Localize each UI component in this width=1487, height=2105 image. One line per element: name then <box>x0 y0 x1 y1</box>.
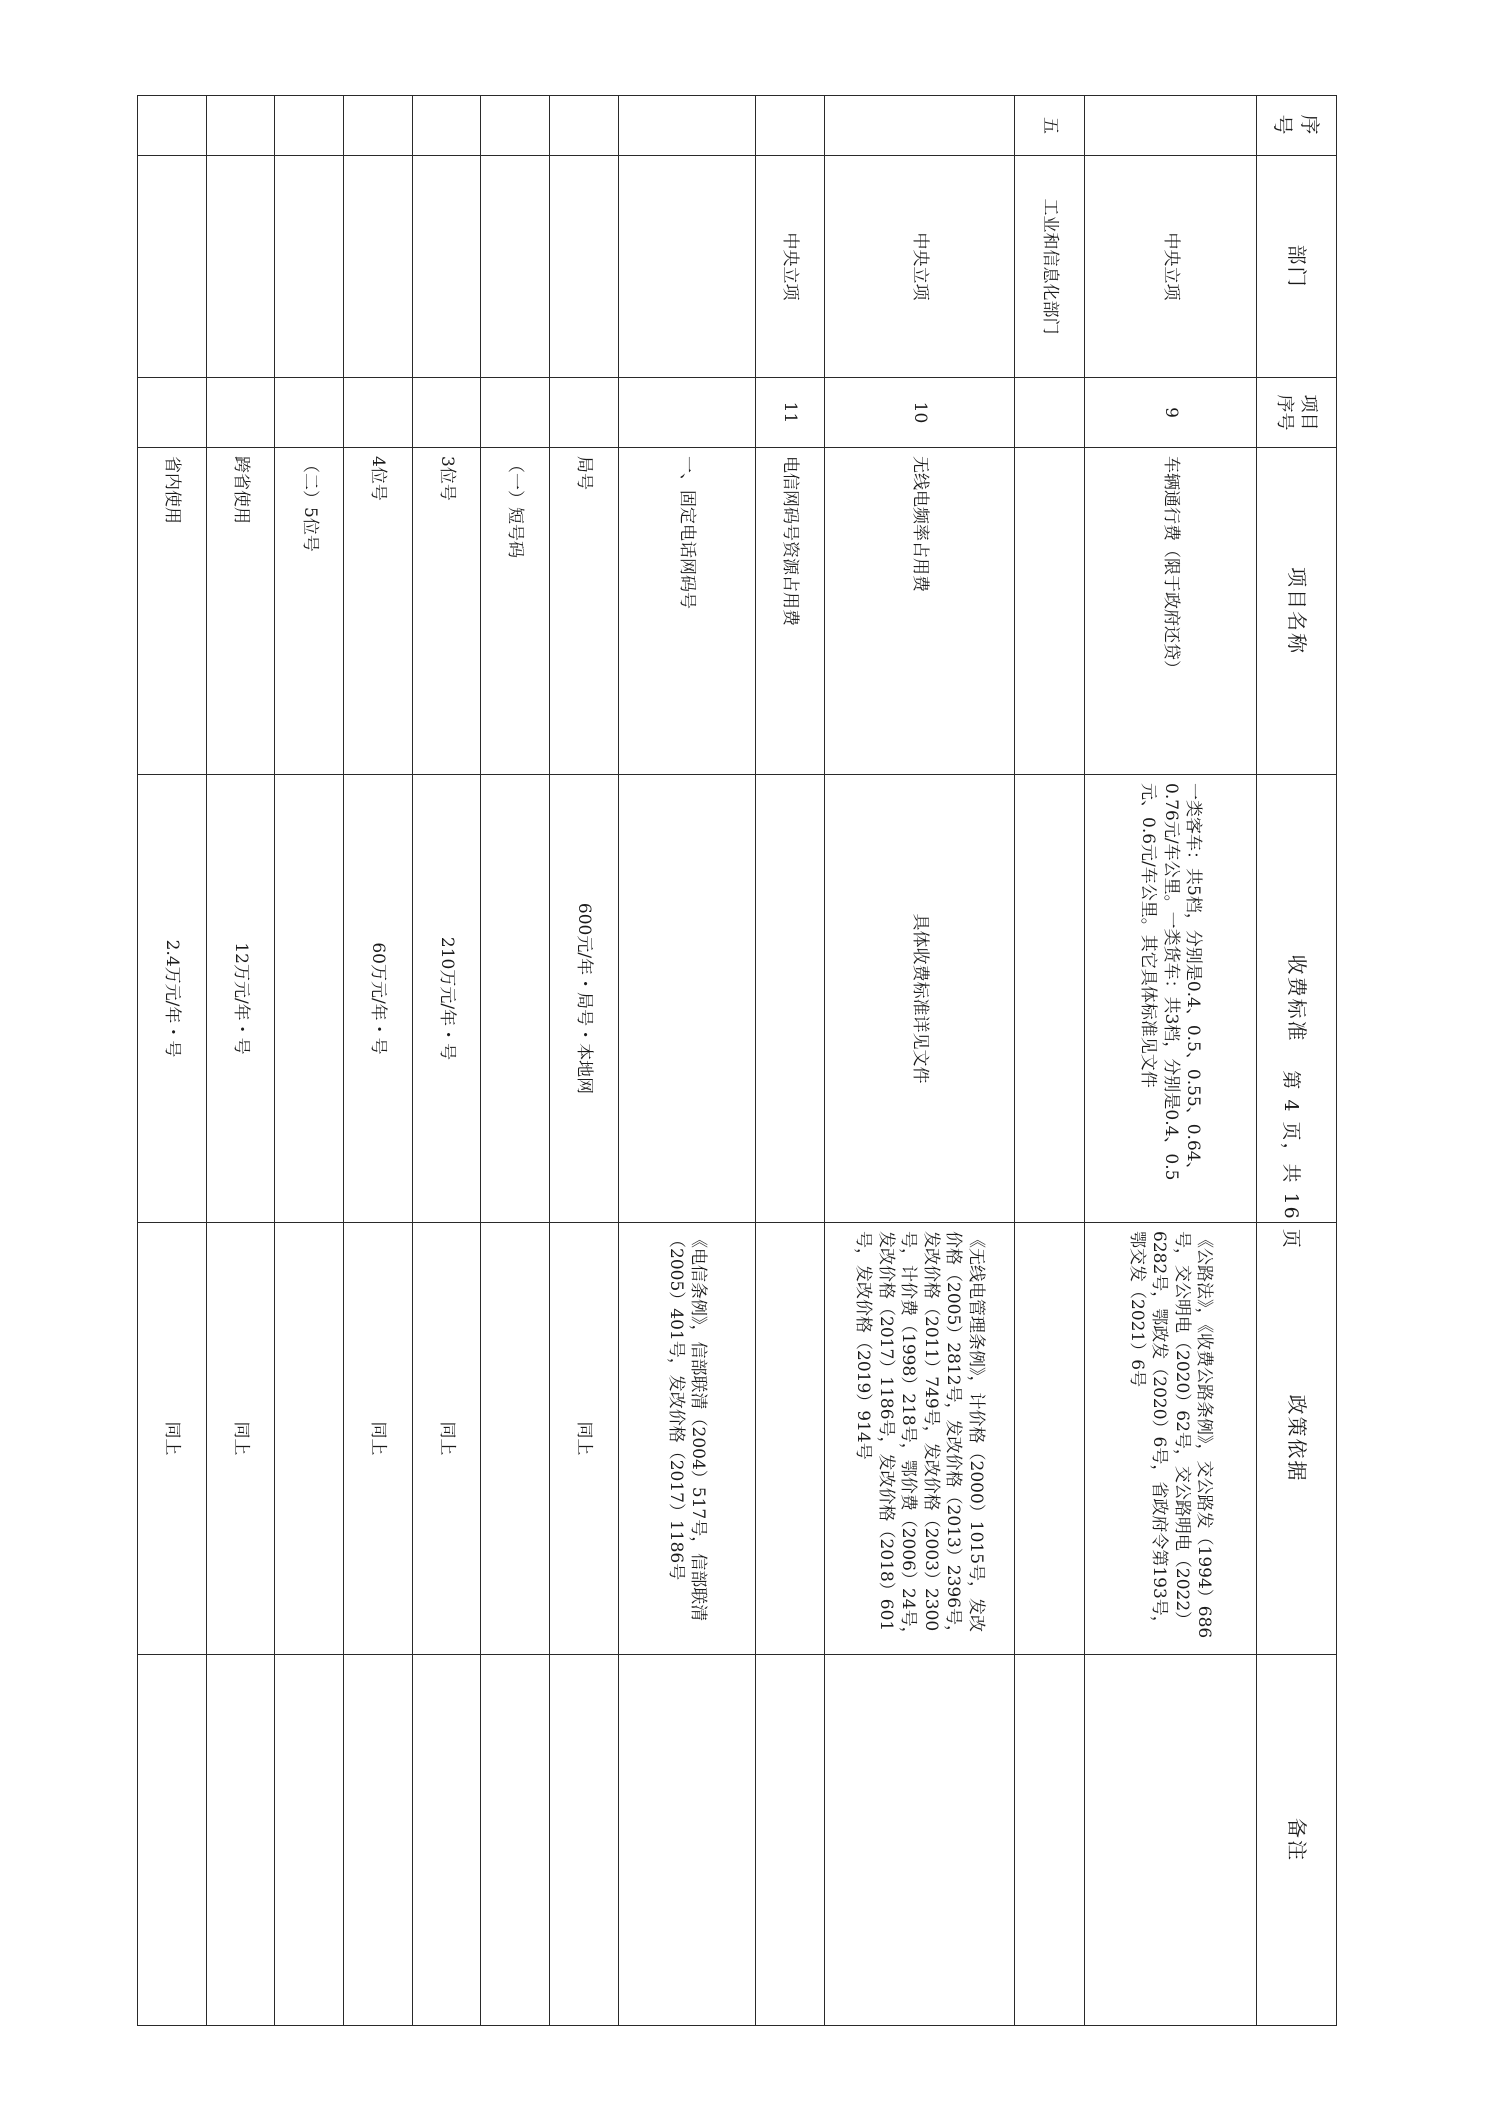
cell-dept <box>618 156 755 378</box>
cell-note <box>138 1655 207 2026</box>
cell-policy: 《无线电管理条例》，计价格（2000）1015号，发改价格（2005）2812号，发改价格（2013）2396号，发改价格（2011）749号，发改价格（2003）2300号，计价费（1998）218号，鄂价费（2006）24号，发改价格（2017）1186号，发改价格（2018）601号，发改价格（2019）914号 <box>824 1223 1014 1655</box>
cell-item-no <box>618 378 755 448</box>
col-header-note: 备注 <box>1257 1655 1337 2026</box>
table-row <box>344 96 413 2026</box>
cell-note <box>344 1655 413 2026</box>
cell-standard: 一类客车：共5档，分别是0.4、0.5、0.55、0.64、0.76元/车公里。一类货车：共3档，分别是0.4、0.5元、0.6元/车公里。其它具体标准见文件 <box>1084 775 1256 1223</box>
cell-policy: 《公路法》，《收费公路条例》，交公路发（1994）686号，交公明电（2020）62号，交公路明电（2022）6282号，鄂政发（2020）6号，省政府令第193号，鄂交发（2021）6号 <box>1084 1223 1256 1655</box>
cell-item-no <box>550 378 619 448</box>
cell-note <box>412 1655 481 2026</box>
cell-standard: 具体收费标准详见文件 <box>824 775 1014 1223</box>
cell-policy: 同上 <box>550 1223 619 1655</box>
table-row <box>824 96 1014 2026</box>
cell-name: 跨省使用 <box>206 448 275 775</box>
rotated-table-wrapper <box>137 95 1337 2025</box>
cell-dept <box>275 156 344 378</box>
cell-seq <box>275 96 344 156</box>
cell-policy <box>756 1223 825 1655</box>
cell-note <box>206 1655 275 2026</box>
cell-name: （一）短号码 <box>481 448 550 775</box>
cell-policy <box>1014 1223 1084 1655</box>
cell-name <box>1014 448 1084 775</box>
table-row <box>1014 96 1084 2026</box>
cell-standard: 2.4万元/年・号 <box>138 775 207 1223</box>
cell-standard <box>618 775 755 1223</box>
cell-standard: 600元/年・局号・本地网 <box>550 775 619 1223</box>
col-header-dept: 部门 <box>1257 156 1337 378</box>
cell-seq <box>756 96 825 156</box>
cell-policy: 同上 <box>138 1223 207 1655</box>
cell-name: 无线电频率占用费 <box>824 448 1014 775</box>
table-row <box>756 96 825 2026</box>
col-header-seq: 序号 <box>1257 96 1337 156</box>
cell-standard <box>275 775 344 1223</box>
cell-seq <box>206 96 275 156</box>
cell-standard: 12万元/年・号 <box>206 775 275 1223</box>
cell-item-no <box>275 378 344 448</box>
cell-standard: 60万元/年・号 <box>344 775 413 1223</box>
cell-item-no <box>1014 378 1084 448</box>
table-row <box>412 96 481 2026</box>
cell-dept: 中央立项 <box>1084 156 1256 378</box>
table-row <box>206 96 275 2026</box>
cell-seq <box>824 96 1014 156</box>
col-header-name: 项目名称 <box>1257 448 1337 775</box>
cell-name: 局号 <box>550 448 619 775</box>
cell-note <box>824 1655 1014 2026</box>
cell-item-no <box>138 378 207 448</box>
cell-policy: 同上 <box>412 1223 481 1655</box>
cell-seq <box>412 96 481 156</box>
cell-dept <box>481 156 550 378</box>
fee-table <box>137 95 1337 2026</box>
cell-dept: 工业和信息化部门 <box>1014 156 1084 378</box>
cell-seq <box>1084 96 1256 156</box>
cell-seq <box>344 96 413 156</box>
table-row <box>550 96 619 2026</box>
cell-dept <box>344 156 413 378</box>
cell-seq <box>618 96 755 156</box>
cell-dept <box>550 156 619 378</box>
table-row <box>481 96 550 2026</box>
cell-name: 一、固定电话网码号 <box>618 448 755 775</box>
table-row <box>618 96 755 2026</box>
cell-note <box>275 1655 344 2026</box>
cell-item-no: 10 <box>824 378 1014 448</box>
cell-item-no: 9 <box>1084 378 1256 448</box>
cell-standard: 210万元/年・号 <box>412 775 481 1223</box>
table-row <box>138 96 207 2026</box>
cell-name: 省内使用 <box>138 448 207 775</box>
cell-note <box>618 1655 755 2026</box>
col-header-item-no: 项目序号 <box>1257 378 1337 448</box>
col-header-policy: 政策依据 <box>1257 1223 1337 1655</box>
cell-standard <box>481 775 550 1223</box>
table-row <box>1084 96 1256 2026</box>
cell-dept <box>412 156 481 378</box>
cell-dept <box>206 156 275 378</box>
cell-item-no <box>344 378 413 448</box>
cell-seq: 五 <box>1014 96 1084 156</box>
cell-seq <box>550 96 619 156</box>
cell-item-no <box>206 378 275 448</box>
cell-name: 电信网码号资源占用费 <box>756 448 825 775</box>
cell-standard <box>756 775 825 1223</box>
cell-seq <box>138 96 207 156</box>
cell-name: 车辆通行费（限于政府还贷） <box>1084 448 1256 775</box>
cell-dept: 中央立项 <box>824 156 1014 378</box>
cell-item-no <box>412 378 481 448</box>
cell-note <box>550 1655 619 2026</box>
cell-standard <box>1014 775 1084 1223</box>
cell-policy <box>275 1223 344 1655</box>
page-number-footer: 第 4 页，共 16 页 <box>1280 1070 1302 1250</box>
cell-seq <box>481 96 550 156</box>
cell-name: 3位号 <box>412 448 481 775</box>
cell-policy: 同上 <box>344 1223 413 1655</box>
cell-policy: 同上 <box>206 1223 275 1655</box>
cell-note <box>481 1655 550 2026</box>
cell-item-no <box>481 378 550 448</box>
cell-note <box>1084 1655 1256 2026</box>
cell-dept <box>138 156 207 378</box>
cell-dept: 中央立项 <box>756 156 825 378</box>
col-header-standard: 收费标准 <box>1257 775 1337 1223</box>
cell-policy <box>481 1223 550 1655</box>
cell-note <box>1014 1655 1084 2026</box>
table-row <box>275 96 344 2026</box>
cell-policy: 《电信条例》，信部联清（2004）517号，信部联清（2005）401号，发改价格（2017）1186号 <box>618 1223 755 1655</box>
cell-note <box>756 1655 825 2026</box>
cell-name: 4位号 <box>344 448 413 775</box>
cell-name: （二）5位号 <box>275 448 344 775</box>
cell-item-no: 11 <box>756 378 825 448</box>
